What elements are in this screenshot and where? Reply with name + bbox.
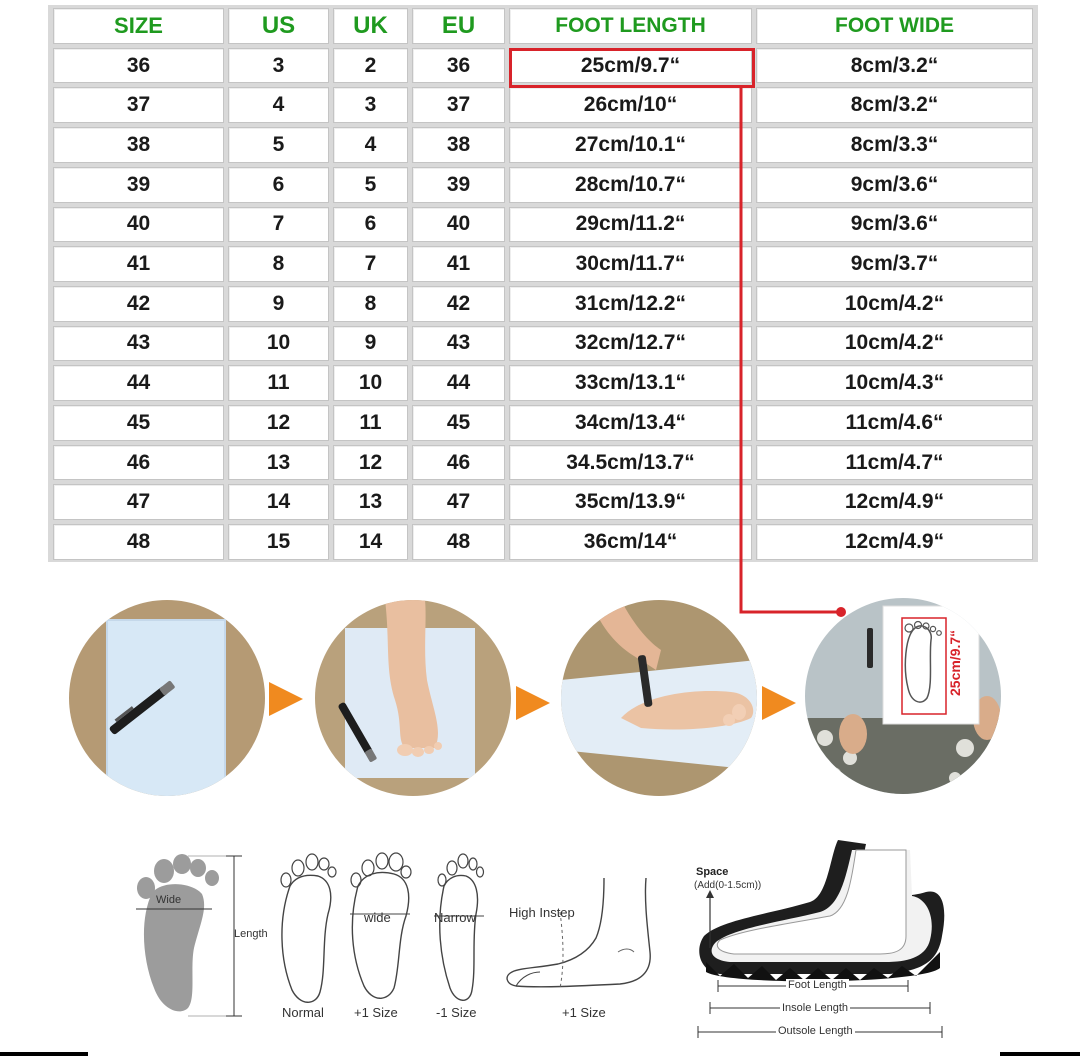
cell-us: 4 xyxy=(228,87,329,123)
header-foot-length: FOOT LENGTH xyxy=(509,8,752,44)
bottom-divider-right xyxy=(1000,1052,1080,1056)
cell-size: 47 xyxy=(53,484,224,520)
cell-us: 5 xyxy=(228,127,329,163)
cell-eu: 44 xyxy=(412,365,505,401)
length-label: Length xyxy=(234,928,268,940)
header-us: US xyxy=(228,8,329,44)
narrow-inner-label: Narrow xyxy=(434,910,476,925)
cell-foot-length: 35cm/13.9“ xyxy=(509,484,752,520)
wide-foot-outline xyxy=(346,846,416,1006)
cell-eu: 45 xyxy=(412,405,505,441)
header-eu: EU xyxy=(412,8,505,44)
narrow-size-label: -1 Size xyxy=(436,1005,477,1020)
high-instep-size-label: +1 Size xyxy=(562,1005,606,1020)
cell-size: 40 xyxy=(53,207,224,243)
cell-eu: 36 xyxy=(412,48,505,84)
cell-size: 45 xyxy=(53,405,224,441)
cell-foot-wide: 8cm/3.2“ xyxy=(756,48,1033,84)
cell-uk: 13 xyxy=(333,484,408,520)
cell-foot-wide: 8cm/3.2“ xyxy=(756,87,1033,123)
step-4-measured-paper-photo xyxy=(805,598,1001,794)
narrow-foot-outline xyxy=(430,848,490,1008)
cell-foot-wide: 10cm/4.2“ xyxy=(756,286,1033,322)
cell-uk: 11 xyxy=(333,405,408,441)
cell-foot-length: 36cm/14“ xyxy=(509,524,752,560)
cell-uk: 8 xyxy=(333,286,408,322)
cell-us: 13 xyxy=(228,445,329,481)
cell-size: 43 xyxy=(53,326,224,362)
cell-foot-wide: 8cm/3.3“ xyxy=(756,127,1033,163)
cell-foot-wide: 10cm/4.2“ xyxy=(756,326,1033,362)
measurement-label: 25cm/9.7“ xyxy=(947,629,963,697)
cell-size: 48 xyxy=(53,524,224,560)
cell-us: 11 xyxy=(228,365,329,401)
high-instep-label: High Instep xyxy=(509,905,575,920)
wide-size-label: +1 Size xyxy=(354,1005,398,1020)
cell-eu: 39 xyxy=(412,167,505,203)
cell-eu: 48 xyxy=(412,524,505,560)
cell-eu: 43 xyxy=(412,326,505,362)
foot-length-dim-label: Foot Length xyxy=(788,979,847,991)
cell-uk: 7 xyxy=(333,246,408,282)
cell-size: 37 xyxy=(53,87,224,123)
cell-foot-wide: 9cm/3.7“ xyxy=(756,246,1033,282)
cell-size: 44 xyxy=(53,365,224,401)
cell-foot-wide: 10cm/4.3“ xyxy=(756,365,1033,401)
wide-label: Wide xyxy=(156,894,182,906)
cell-foot-wide: 12cm/4.9“ xyxy=(756,484,1033,520)
header-foot-wide: FOOT WIDE xyxy=(756,8,1033,44)
normal-foot-outline xyxy=(272,850,344,1010)
cell-foot-wide: 9cm/3.6“ xyxy=(756,207,1033,243)
cell-us: 7 xyxy=(228,207,329,243)
cell-foot-length: 28cm/10.7“ xyxy=(509,167,752,203)
cell-foot-length: 29cm/11.2“ xyxy=(509,207,752,243)
step-2-foot-on-paper-photo xyxy=(315,600,511,796)
cell-uk: 5 xyxy=(333,167,408,203)
cell-uk: 9 xyxy=(333,326,408,362)
cell-eu: 40 xyxy=(412,207,505,243)
cell-size: 38 xyxy=(53,127,224,163)
bottom-divider-left xyxy=(0,1052,88,1056)
cell-uk: 3 xyxy=(333,87,408,123)
cell-uk: 6 xyxy=(333,207,408,243)
cell-us: 15 xyxy=(228,524,329,560)
cell-eu: 47 xyxy=(412,484,505,520)
cell-foot-length: 30cm/11.7“ xyxy=(509,246,752,282)
normal-label: Normal xyxy=(282,1005,324,1020)
cell-us: 8 xyxy=(228,246,329,282)
cell-foot-wide: 11cm/4.6“ xyxy=(756,405,1033,441)
cell-eu: 42 xyxy=(412,286,505,322)
cell-foot-length: 32cm/12.7“ xyxy=(509,326,752,362)
cell-us: 10 xyxy=(228,326,329,362)
cell-foot-length: 27cm/10.1“ xyxy=(509,127,752,163)
cell-us: 12 xyxy=(228,405,329,441)
cell-size: 39 xyxy=(53,167,224,203)
cell-size: 36 xyxy=(53,48,224,84)
step-1-paper-pen-photo xyxy=(69,600,265,796)
cell-uk: 4 xyxy=(333,127,408,163)
cell-foot-wide: 11cm/4.7“ xyxy=(756,445,1033,481)
insole-length-dim-label: Insole Length xyxy=(782,1002,849,1014)
orange-arrow-icon-1 xyxy=(269,682,303,716)
cell-eu: 37 xyxy=(412,87,505,123)
orange-arrow-icon-3 xyxy=(762,686,796,720)
shoe-cross-section-diagram xyxy=(690,836,952,1046)
high-instep-foot-outline xyxy=(500,872,670,1002)
cell-foot-length: 26cm/10“ xyxy=(509,87,752,123)
cell-size: 46 xyxy=(53,445,224,481)
cell-foot-wide: 12cm/4.9“ xyxy=(756,524,1033,560)
cell-foot-length: 34cm/13.4“ xyxy=(509,405,752,441)
cell-foot-wide: 9cm/3.6“ xyxy=(756,167,1033,203)
space-add-label: (Add(0-1.5cm)) xyxy=(694,880,762,891)
cell-foot-length: 25cm/9.7“ xyxy=(509,48,752,84)
cell-uk: 2 xyxy=(333,48,408,84)
step-3-tracing-foot-photo xyxy=(561,600,757,796)
orange-arrow-icon-2 xyxy=(516,686,550,720)
cell-size: 42 xyxy=(53,286,224,322)
cell-foot-length: 31cm/12.2“ xyxy=(509,286,752,322)
cell-us: 14 xyxy=(228,484,329,520)
cell-uk: 12 xyxy=(333,445,408,481)
cell-eu: 41 xyxy=(412,246,505,282)
space-label: Space xyxy=(696,866,729,878)
cell-eu: 38 xyxy=(412,127,505,163)
cell-foot-length: 33cm/13.1“ xyxy=(509,365,752,401)
cell-us: 3 xyxy=(228,48,329,84)
cell-uk: 10 xyxy=(333,365,408,401)
header-uk: UK xyxy=(333,8,408,44)
cell-us: 9 xyxy=(228,286,329,322)
outsole-length-dim-label: Outsole Length xyxy=(778,1025,853,1037)
cell-eu: 46 xyxy=(412,445,505,481)
cell-foot-length: 34.5cm/13.7“ xyxy=(509,445,752,481)
cell-size: 41 xyxy=(53,246,224,282)
cell-us: 6 xyxy=(228,167,329,203)
size-chart-table xyxy=(48,5,1038,562)
wide-inner-label: wide xyxy=(364,910,391,925)
cell-uk: 14 xyxy=(333,524,408,560)
header-size: SIZE xyxy=(53,8,224,44)
